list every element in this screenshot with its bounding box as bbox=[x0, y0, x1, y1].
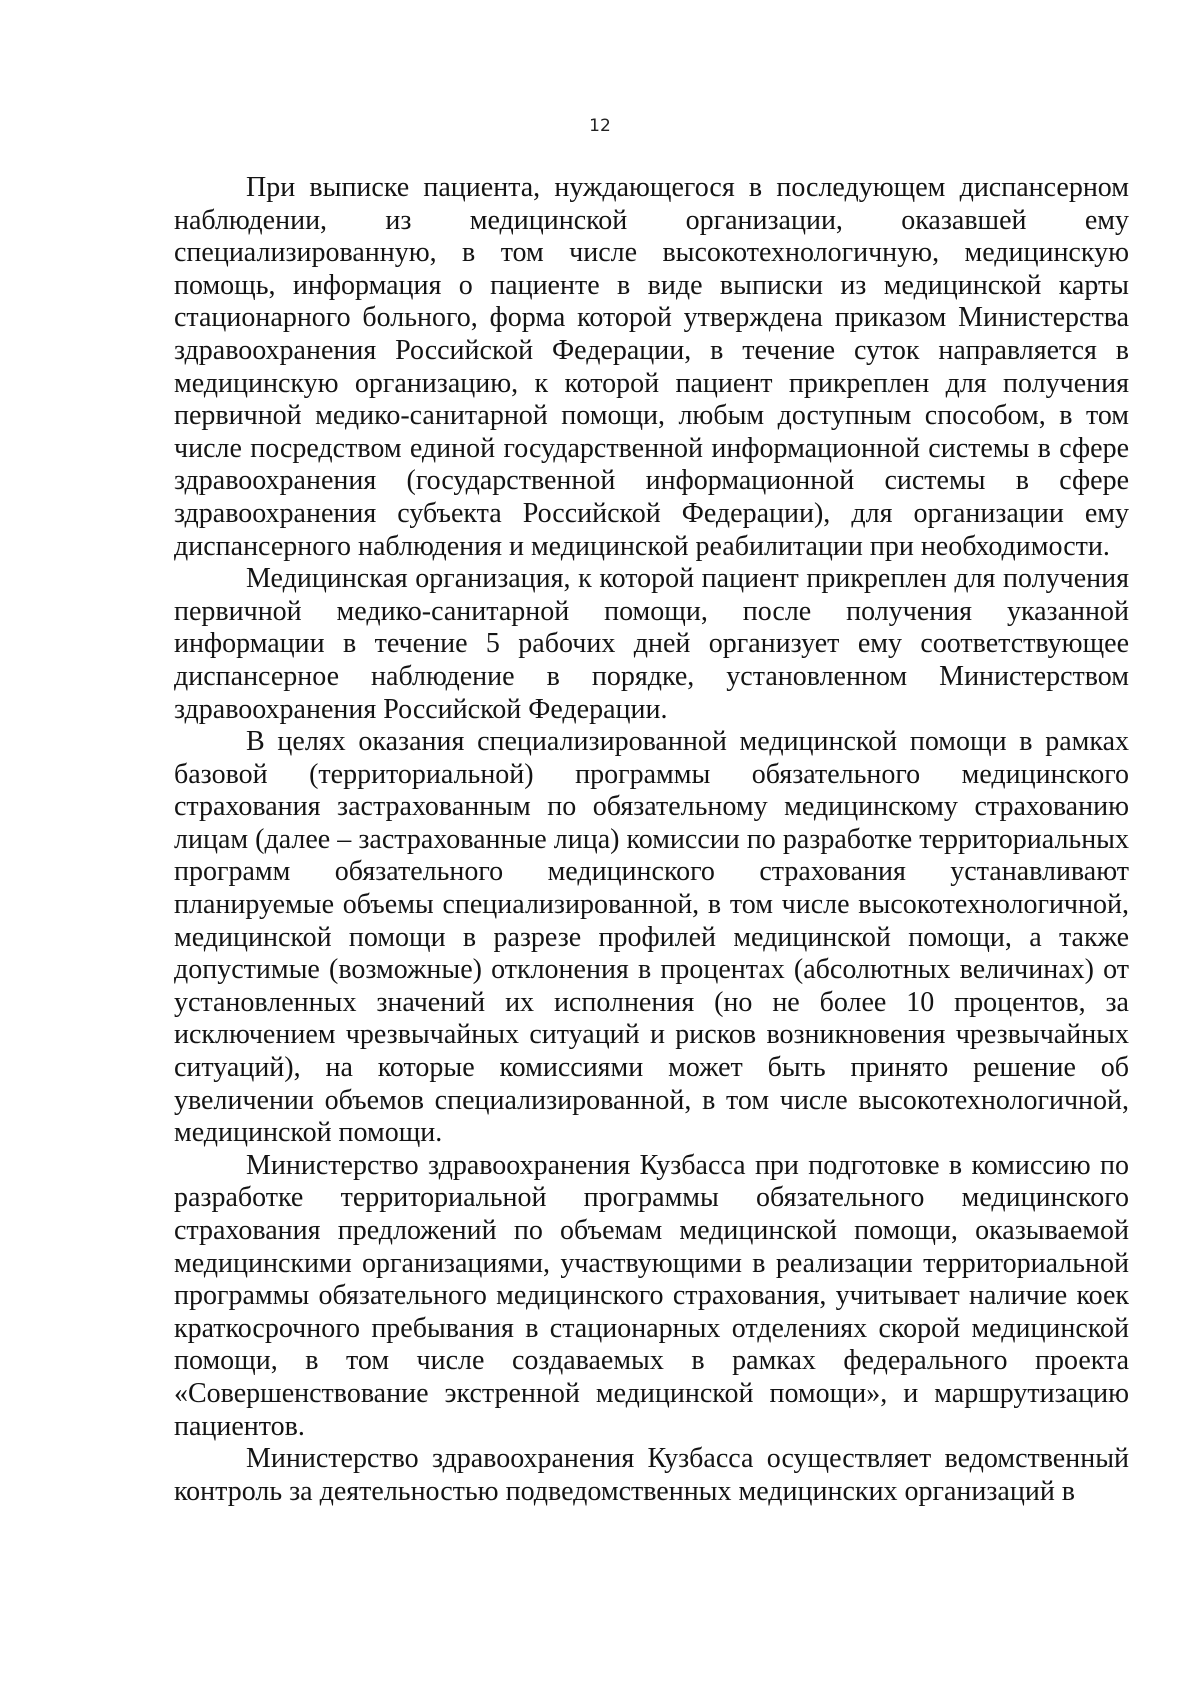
paragraph-ministry-proposals: Министерство здравоохранения Кузбасса при подготовке в комиссию по разработке территориальной программы обязательного медицинского страхования предложений по объемам медицинской помощи, оказываемой медицинскими организациями, участвующими в реализации территориальной программы обязательного медицинского страхования, учитывает наличие коек краткосрочного пребывания в стационарных отделениях скорой медицинской помощи, в том числе создаваемых в рамках федерального проекта «Совершенствование экстренной медицинской помощи», и маршрутизацию пациентов. bbox=[174, 1149, 1129, 1442]
document-body bbox=[174, 172, 1129, 1508]
paragraph-specialized-care-volumes: В целях оказания специализированной медицинской помощи в рамках базовой (территориальной) программы обязательного медицинского страхования застрахованным по обязательному медицинскому страхованию лицам (далее – застрахованные лица) комиссии по разработке территориальных программ обязательного медицинского страхования устанавливают планируемые объемы специализированной, в том числе высокотехнологичной, медицинской помощи в разрезе профилей медицинской помощи, а также допустимые (возможные) отклонения в процентах (абсолютных величинах) от установленных значений их исполнения (но не более 10 процентов, за исключением чрезвычайных ситуаций и рисков возникновения чрезвычайных ситуаций), на которые комиссиями может быть принято решение об увеличении объемов специализированной, в том числе высокотехнологичной, медицинской помощи. bbox=[174, 726, 1129, 1149]
paragraph-ministry-control: Министерство здравоохранения Кузбасса осуществляет ведомственный контроль за деятельностью подведомственных медицинских организаций в bbox=[174, 1443, 1129, 1507]
page-number: 12 bbox=[589, 116, 611, 136]
paragraph-discharge-info: При выписке пациента, нуждающегося в последующем диспансерном наблюдении, из медицинской организации, оказавшей ему специализированную, в том числе высокотехнологичную, медицинскую помощь, информация о пациенте в виде выписки из медицинской карты стационарного больного, форма которой утверждена приказом Министерства здравоохранения Российской Федерации, в течение суток направляется в медицинскую организацию, к которой пациент прикреплен для получения первичной медико-санитарной помощи, любым доступным способом, в том числе посредством единой государственной информационной системы в сфере здравоохранения (государственной информационной системы в сфере здравоохранения субъекта Российской Федерации), для организации ему диспансерного наблюдения и медицинской реабилитации при необходимости. bbox=[174, 172, 1129, 562]
paragraph-dispensary-observation: Медицинская организация, к которой пациент прикреплен для получения первичной медико-санитарной помощи, после получения указанной информации в течение 5 рабочих дней организует ему соответствующее диспансерное наблюдение в порядке, установленном Министерством здравоохранения Российской Федерации. bbox=[174, 563, 1129, 725]
